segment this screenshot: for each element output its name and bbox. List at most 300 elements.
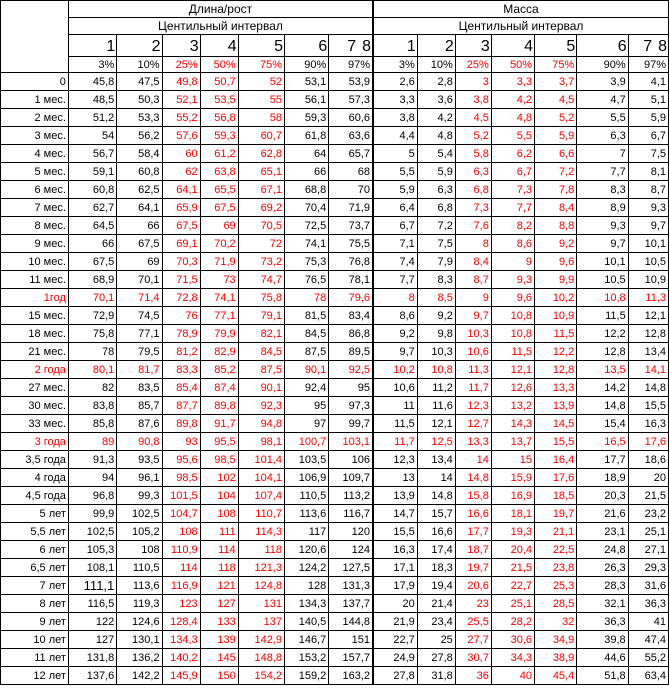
length-cell: 85,7 [117, 397, 162, 415]
mass-cell: 11,5 [491, 343, 534, 361]
mass-cell: 16,4 [535, 451, 577, 469]
mass-cell: 16,5 [577, 433, 628, 451]
mass-interval-number: 8 [658, 38, 667, 55]
table-row [1, 433, 669, 451]
mass-cell: 36,3 [628, 595, 668, 613]
mass-cell: 18,6 [628, 451, 668, 469]
length-cell: 95,6 [162, 451, 200, 469]
mass-cell: 10,5 [577, 271, 628, 289]
length-cell: 69 [200, 217, 238, 235]
length-cell: 113,2 [329, 487, 373, 505]
table-row [1, 145, 669, 163]
mass-cell: 14,2 [577, 379, 628, 397]
length-cell: 146,7 [284, 631, 328, 649]
mass-cell: 13,7 [491, 433, 534, 451]
age-label: 10 лет [1, 631, 69, 649]
length-cell: 72,5 [284, 217, 328, 235]
length-cell: 64,1 [117, 199, 162, 217]
mass-cell: 38,9 [535, 649, 577, 667]
length-cell: 87,5 [238, 361, 284, 379]
mass-cell: 17,6 [628, 433, 668, 451]
length-cell: 72,8 [162, 289, 200, 307]
length-cell: 71,9 [200, 253, 238, 271]
len-interval-number: 1 [106, 38, 116, 55]
mass-cell: 10,3 [417, 343, 455, 361]
length-cell: 69,1 [162, 235, 200, 253]
mass-cell: 5,2 [535, 109, 577, 127]
length-cell: 117 [284, 523, 328, 541]
length-cell: 140,5 [284, 613, 328, 631]
table-row [1, 415, 669, 433]
length-cell: 120,6 [284, 541, 328, 559]
length-cell: 60,8 [68, 181, 116, 199]
length-cell: 65,9 [162, 199, 200, 217]
mass-cell: 21,5 [491, 559, 534, 577]
length-cell: 154,2 [238, 667, 284, 685]
mass-cell: 45,4 [535, 667, 577, 685]
mass-cell: 15,8 [455, 487, 491, 505]
length-cell: 60,8 [117, 163, 162, 181]
mass-cell: 9,7 [577, 235, 628, 253]
mass-cell: 9,9 [535, 271, 577, 289]
length-cell: 98,5 [200, 451, 238, 469]
length-cell: 62,5 [117, 181, 162, 199]
len-interval-cell [238, 35, 284, 57]
mass-cell: 15,7 [417, 505, 455, 523]
mass-interval-number: 3 [480, 38, 490, 55]
length-cell: 130,1 [117, 631, 162, 649]
mass-cell: 2,8 [417, 73, 455, 91]
age-label: 8 мес. [1, 217, 69, 235]
len-interval-cell [68, 35, 116, 57]
length-cell: 85,4 [162, 379, 200, 397]
mass-cell: 10,3 [455, 325, 491, 343]
mass-cell: 28,5 [535, 595, 577, 613]
length-cell: 69,2 [238, 199, 284, 217]
mass-cell: 10,1 [577, 253, 628, 271]
mass-cell: 8,8 [535, 217, 577, 235]
length-cell: 61,8 [284, 127, 328, 145]
mass-cell: 13,4 [417, 451, 455, 469]
length-cell: 127 [68, 631, 116, 649]
mass-cell: 10,5 [628, 253, 668, 271]
mass-cell: 16,6 [455, 505, 491, 523]
mass-percentile-header: 50% [491, 57, 534, 73]
length-cell: 111 [200, 523, 238, 541]
mass-cell: 8,4 [535, 199, 577, 217]
mass-cell: 19,3 [491, 523, 534, 541]
length-cell: 90,1 [238, 379, 284, 397]
table-row [1, 559, 669, 577]
length-cell: 106 [329, 451, 373, 469]
table-row [1, 577, 669, 595]
length-cell: 102 [200, 469, 238, 487]
length-cell: 76,5 [284, 271, 328, 289]
mass-cell: 29,3 [628, 559, 668, 577]
len-interval-cell [162, 35, 200, 57]
length-cell: 83,8 [68, 397, 116, 415]
mass-cell: 44,6 [577, 649, 628, 667]
mass-cell: 8,3 [577, 181, 628, 199]
length-cell: 136,2 [117, 649, 162, 667]
length-cell: 50,3 [117, 91, 162, 109]
mass-cell: 9,2 [417, 307, 455, 325]
length-cell: 89,8 [162, 415, 200, 433]
age-label: 6 лет [1, 541, 69, 559]
mass-cell: 10,8 [491, 325, 534, 343]
length-cell: 90,8 [117, 433, 162, 451]
mass-cell: 41 [628, 613, 668, 631]
length-cell: 92,3 [238, 397, 284, 415]
mass-cell: 14,3 [491, 415, 534, 433]
length-cell: 96,1 [117, 469, 162, 487]
length-cell: 131,8 [68, 649, 116, 667]
table-row [1, 199, 669, 217]
mass-cell: 14 [455, 451, 491, 469]
age-label: 2 года [1, 361, 69, 379]
length-cell: 77,1 [200, 307, 238, 325]
length-cell: 97,3 [329, 397, 373, 415]
mass-cell: 10,6 [373, 379, 417, 397]
length-cell: 73,7 [329, 217, 373, 235]
length-cell: 91,7 [200, 415, 238, 433]
length-cell: 53,3 [117, 109, 162, 127]
length-cell: 110,9 [162, 541, 200, 559]
mass-cell: 8,7 [455, 271, 491, 289]
age-label: 11 лет [1, 649, 69, 667]
mass-percentile-header: 10% [417, 57, 455, 73]
age-label: 7 лет [1, 577, 69, 595]
mass-percentile-header: 75% [535, 57, 577, 73]
mass-cell: 4,1 [628, 73, 668, 91]
mass-cell: 25,1 [628, 523, 668, 541]
mass-cell: 6,7 [491, 163, 534, 181]
length-centile-subheader: Центильный интервал [68, 18, 373, 35]
mass-cell: 7 [577, 145, 628, 163]
mass-cell: 13,9 [373, 487, 417, 505]
mass-cell: 3,7 [535, 73, 577, 91]
mass-interval-cell [535, 35, 577, 57]
length-cell: 60 [162, 145, 200, 163]
mass-cell: 7,5 [417, 235, 455, 253]
mass-cell: 23 [455, 595, 491, 613]
length-cell: 116,5 [68, 595, 116, 613]
mass-cell: 9 [455, 289, 491, 307]
length-cell: 58,4 [117, 145, 162, 163]
length-cell: 81,7 [117, 361, 162, 379]
mass-cell: 8,6 [491, 235, 534, 253]
mass-cell: 23,4 [417, 613, 455, 631]
mass-interval-cell [373, 35, 417, 57]
mass-cell: 4,8 [491, 109, 534, 127]
mass-cell: 8,1 [628, 163, 668, 181]
mass-cell: 17,7 [455, 523, 491, 541]
mass-cell: 30,7 [455, 649, 491, 667]
length-cell: 87,6 [117, 415, 162, 433]
length-cell: 142,2 [117, 667, 162, 685]
table-row [1, 307, 669, 325]
mass-cell: 7,3 [491, 181, 534, 199]
mass-cell: 31,6 [628, 577, 668, 595]
age-label: 5 мес. [1, 163, 69, 181]
mass-cell: 6,6 [535, 145, 577, 163]
length-cell: 60,6 [329, 109, 373, 127]
mass-cell: 12,8 [535, 361, 577, 379]
mass-cell: 27,8 [373, 667, 417, 685]
age-label: 3 мес. [1, 127, 69, 145]
age-label: 5 лет [1, 505, 69, 523]
table-row [1, 109, 669, 127]
length-cell: 81,2 [162, 343, 200, 361]
table-row [1, 235, 669, 253]
length-cell: 113,6 [284, 505, 328, 523]
table-row [1, 523, 669, 541]
mass-cell: 16,6 [417, 523, 455, 541]
length-cell: 71,5 [162, 271, 200, 289]
mass-cell: 3,3 [491, 73, 534, 91]
length-cell: 59,3 [284, 109, 328, 127]
mass-cell: 11,3 [628, 289, 668, 307]
length-cell: 159,2 [284, 667, 328, 685]
mass-cell: 13,4 [628, 343, 668, 361]
mass-interval-cell [491, 35, 534, 57]
table-row [1, 271, 669, 289]
mass-cell: 3,8 [373, 109, 417, 127]
age-label: 4 года [1, 469, 69, 487]
mass-cell: 32 [535, 613, 577, 631]
length-cell: 79,9 [200, 325, 238, 343]
length-cell: 70,2 [200, 235, 238, 253]
length-cell: 108 [162, 523, 200, 541]
length-cell: 61,2 [200, 145, 238, 163]
len-interval-number: 2 [151, 38, 161, 55]
mass-cell: 11,2 [417, 379, 455, 397]
mass-cell: 22,5 [535, 541, 577, 559]
mass-cell: 15,5 [535, 433, 577, 451]
length-cell: 124,8 [238, 577, 284, 595]
length-cell: 73 [200, 271, 238, 289]
mass-cell: 20,6 [455, 577, 491, 595]
table-row [1, 667, 669, 685]
mass-cell: 4,2 [417, 109, 455, 127]
len-interval-cell [329, 35, 373, 57]
mass-cell: 7,9 [417, 253, 455, 271]
length-cell: 157,7 [329, 649, 373, 667]
table-row [1, 505, 669, 523]
length-cell: 53,9 [329, 73, 373, 91]
length-cell: 50,7 [200, 73, 238, 91]
mass-cell: 14,7 [373, 505, 417, 523]
mass-cell: 36 [455, 667, 491, 685]
length-cell: 45,8 [68, 73, 116, 91]
mass-cell: 18,9 [577, 469, 628, 487]
mass-cell: 17,7 [577, 451, 628, 469]
table-row [1, 343, 669, 361]
length-cell: 104,7 [162, 505, 200, 523]
mass-cell: 11,5 [577, 307, 628, 325]
length-cell: 151 [329, 631, 373, 649]
length-cell: 109,7 [329, 469, 373, 487]
age-label: 1 мес. [1, 91, 69, 109]
mass-cell: 55,2 [628, 649, 668, 667]
mass-cell: 28,2 [491, 613, 534, 631]
length-cell: 64,5 [68, 217, 116, 235]
mass-cell: 9 [491, 253, 534, 271]
length-cell: 85,2 [200, 361, 238, 379]
mass-cell: 8,9 [577, 199, 628, 217]
length-cell: 70,1 [117, 271, 162, 289]
length-cell: 116,7 [329, 505, 373, 523]
length-cell: 87,5 [284, 343, 328, 361]
mass-cell: 10,8 [417, 361, 455, 379]
length-cell: 131 [238, 595, 284, 613]
length-cell: 79,5 [117, 343, 162, 361]
mass-cell: 32,1 [577, 595, 628, 613]
length-cell: 114,3 [238, 523, 284, 541]
mass-cell: 8,7 [628, 181, 668, 199]
length-cell: 118 [238, 541, 284, 559]
length-cell: 122 [68, 613, 116, 631]
len-percentile-header: 50% [200, 57, 238, 73]
length-cell: 78 [68, 343, 116, 361]
length-cell: 70,3 [162, 253, 200, 271]
length-cell: 105,2 [117, 523, 162, 541]
mass-cell: 15,5 [628, 397, 668, 415]
table-row [1, 595, 669, 613]
length-cell: 78 [284, 289, 328, 307]
mass-cell: 13,2 [491, 397, 534, 415]
mass-interval-number: 2 [444, 38, 454, 55]
length-cell: 60,7 [238, 127, 284, 145]
length-cell: 93,5 [117, 451, 162, 469]
len-percentile-header: 25% [162, 57, 200, 73]
table-row [1, 73, 669, 91]
mass-cell: 25,1 [491, 595, 534, 613]
len-percentile-header: 75% [238, 57, 284, 73]
mass-cell: 14,5 [535, 415, 577, 433]
mass-cell: 63,4 [628, 667, 668, 685]
length-cell: 163,2 [329, 667, 373, 685]
mass-cell: 23,1 [577, 523, 628, 541]
age-label: 3,5 года [1, 451, 69, 469]
mass-cell: 25,5 [455, 613, 491, 631]
mass-cell: 9,6 [491, 289, 534, 307]
len-interval-number: 8 [362, 38, 371, 55]
mass-cell: 5,5 [491, 127, 534, 145]
length-cell: 89 [68, 433, 116, 451]
table-row [1, 541, 669, 559]
length-cell: 67,1 [238, 181, 284, 199]
mass-cell: 8,4 [455, 253, 491, 271]
length-cell: 93 [162, 433, 200, 451]
length-cell: 73,2 [238, 253, 284, 271]
mass-cell: 6,8 [417, 199, 455, 217]
length-cell: 121 [200, 577, 238, 595]
mass-cell: 9,2 [373, 325, 417, 343]
mass-cell: 14,1 [628, 361, 668, 379]
length-cell: 98,5 [162, 469, 200, 487]
length-cell: 90,1 [284, 361, 328, 379]
length-cell: 100,7 [284, 433, 328, 451]
age-label: 3 года [1, 433, 69, 451]
mass-cell: 3,6 [417, 91, 455, 109]
mass-cell: 5,4 [417, 145, 455, 163]
length-cell: 54 [68, 127, 116, 145]
mass-interval-cell [628, 35, 668, 57]
length-cell: 97 [284, 415, 328, 433]
length-cell: 56,1 [284, 91, 328, 109]
length-cell: 144,8 [329, 613, 373, 631]
mass-cell: 5,1 [628, 91, 668, 109]
length-cell: 74,7 [238, 271, 284, 289]
length-cell: 102,5 [68, 523, 116, 541]
mass-cell: 6,8 [455, 181, 491, 199]
length-cell: 55,2 [162, 109, 200, 127]
length-cell: 57,6 [162, 127, 200, 145]
mass-cell: 25 [417, 631, 455, 649]
table-row [1, 379, 669, 397]
mass-cell: 12,3 [373, 451, 417, 469]
mass-cell: 18,3 [417, 559, 455, 577]
mass-cell: 8,6 [373, 307, 417, 325]
length-cell: 76,8 [329, 253, 373, 271]
length-cell: 131,3 [329, 577, 373, 595]
length-cell: 95,5 [200, 433, 238, 451]
interval-numbers-row [1, 35, 669, 57]
mass-cell: 13,5 [577, 361, 628, 379]
length-cell: 78,1 [329, 271, 373, 289]
mass-cell: 15,4 [577, 415, 628, 433]
mass-cell: 10,2 [535, 289, 577, 307]
length-cell: 110,5 [284, 487, 328, 505]
length-cell: 62,8 [238, 145, 284, 163]
mass-cell: 51,8 [577, 667, 628, 685]
mass-cell: 17,1 [373, 559, 417, 577]
mass-cell: 10,2 [373, 361, 417, 379]
mass-cell: 20 [373, 595, 417, 613]
length-cell: 75,5 [329, 235, 373, 253]
length-cell: 67,5 [162, 217, 200, 235]
length-cell: 87,7 [162, 397, 200, 415]
length-cell: 121,3 [238, 559, 284, 577]
mass-cell: 9,3 [577, 217, 628, 235]
mass-cell: 12,2 [535, 343, 577, 361]
mass-cell: 5,5 [577, 109, 628, 127]
age-label: 18 мес. [1, 325, 69, 343]
len-interval-number: 7 [347, 38, 357, 55]
length-cell: 137,6 [68, 667, 116, 685]
len-interval-number: 6 [318, 38, 328, 55]
mass-cell: 12,5 [417, 433, 455, 451]
mass-cell: 5,9 [373, 181, 417, 199]
length-cell: 74,1 [284, 235, 328, 253]
mass-cell: 8,3 [417, 271, 455, 289]
mass-cell: 21,6 [577, 505, 628, 523]
length-cell: 79,1 [238, 307, 284, 325]
length-cell: 65,5 [200, 181, 238, 199]
table-row [1, 325, 669, 343]
mass-cell: 14,8 [628, 379, 668, 397]
mass-cell: 6,7 [373, 217, 417, 235]
length-cell: 124 [329, 541, 373, 559]
len-interval-number: 4 [227, 38, 237, 55]
length-cell: 83,4 [329, 307, 373, 325]
mass-cell: 22,7 [373, 631, 417, 649]
mass-cell: 26,3 [577, 559, 628, 577]
length-cell: 99,9 [68, 505, 116, 523]
length-cell: 94 [68, 469, 116, 487]
length-cell: 104 [200, 487, 238, 505]
